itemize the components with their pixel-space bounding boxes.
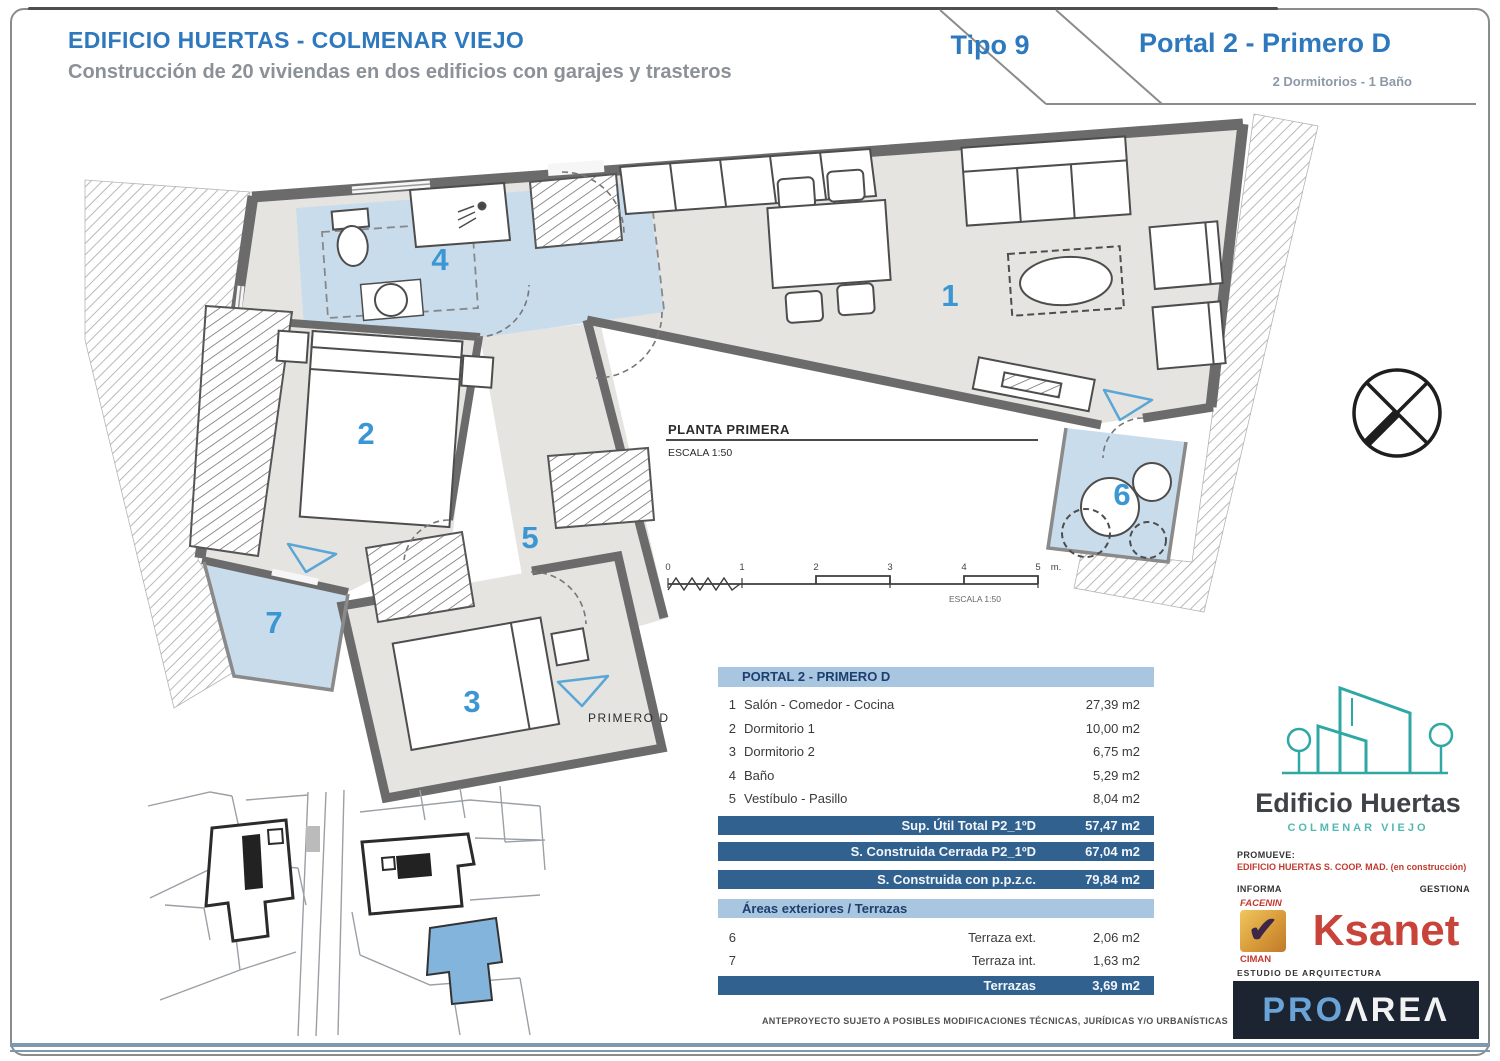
exterior-rows — [718, 918, 1154, 973]
row-value: 27,39 m2 — [1085, 697, 1140, 712]
informa-logo-sub: CIMAN — [1240, 954, 1272, 965]
exterior-title-bar: Áreas exteriores / Terrazas — [718, 899, 1154, 918]
total-value: 67,04 m2 — [1085, 843, 1140, 859]
row-label: Baño — [744, 767, 775, 783]
svg-text:2: 2 — [813, 562, 819, 573]
estudio-label: ESTUDIO DE ARQUITECTURA — [1237, 968, 1382, 978]
page-title: EDIFICIO HUERTAS - COLMENAR VIEJO — [68, 27, 525, 53]
room-number-6: 6 — [1113, 477, 1131, 512]
total-value: 57,47 m2 — [1085, 817, 1140, 833]
total-label: S. Construida con p.p.z.c. — [877, 871, 1036, 887]
table-row — [718, 693, 1154, 717]
page-subtitle: Construcción de 20 viviendas en dos edificios con garajes y trasteros — [68, 61, 732, 83]
row-num: 4 — [728, 767, 736, 783]
row-value: 10,00 m2 — [1085, 720, 1140, 736]
proarea-area: ΛREΛ — [1345, 991, 1450, 1029]
row-num: 7 — [728, 953, 736, 968]
svg-text:m.: m. — [1050, 562, 1062, 573]
brand-name: Edificio Huertas — [1255, 788, 1461, 818]
room-number-4: 4 — [431, 242, 449, 277]
north-symbol — [1354, 370, 1440, 456]
unit-subtitle: 2 Dormitorios - 1 Baño — [1272, 74, 1412, 89]
row-value: 8,04 m2 — [1093, 791, 1140, 806]
site-plan — [148, 786, 545, 1036]
svg-text:0: 0 — [665, 562, 671, 573]
table-row — [718, 740, 1154, 764]
total-util-bar — [718, 816, 1154, 835]
row-num: 2 — [728, 720, 736, 736]
footer-rule-thin — [10, 1050, 1490, 1052]
edificio-huertas-logo-icon — [1282, 688, 1452, 773]
site-plan-highlight — [427, 918, 502, 1004]
room-number-3: 3 — [463, 684, 481, 719]
checkmark-icon: ✔ — [1247, 909, 1279, 950]
row-label: Terraza int. — [971, 953, 1036, 968]
row-label: Dormitorio 2 — [744, 744, 815, 759]
table-row — [718, 949, 1154, 973]
row-num: 1 — [728, 697, 736, 712]
gestiona-logo: Ksanet — [1312, 906, 1460, 955]
row-label: Vestíbulo - Pasillo — [744, 791, 848, 806]
row-label: Dormitorio 1 — [744, 720, 815, 736]
row-num: 3 — [728, 744, 736, 759]
svg-text:1: 1 — [739, 562, 745, 573]
area-table-rows — [718, 687, 1154, 811]
promueve-label: PROMUEVE: — [1237, 850, 1296, 860]
disclaimer: ANTEPROYECTO SUJETO A POSIBLES MODIFICACIONES TÉCNICAS, JURÍDICAS Y/O URBANÍSTICAS — [762, 1016, 1228, 1026]
informa-logo — [1240, 910, 1286, 952]
proarea-pro: PRO — [1262, 991, 1346, 1029]
table-row — [718, 787, 1154, 811]
proarea-logo — [1233, 981, 1479, 1039]
scale-bar — [665, 562, 1061, 604]
area-table-title: PORTAL 2 - PRIMERO D — [718, 667, 1154, 687]
svg-text:3: 3 — [887, 562, 893, 573]
table-row — [718, 926, 1154, 950]
unit-label: Portal 2 - Primero D — [1138, 28, 1392, 58]
total-label: S. Construida Cerrada P2_1ºD — [850, 843, 1036, 859]
row-value: 6,75 m2 — [1093, 744, 1140, 759]
row-value: 5,29 m2 — [1093, 767, 1140, 783]
total-construida-bar — [718, 842, 1154, 861]
total-value: 3,69 m2 — [1092, 977, 1140, 993]
promoter-name: EDIFICIO HUERTAS S. COOP. MAD. (en construcción) — [1237, 862, 1467, 872]
terrazas-total-bar — [718, 976, 1154, 995]
row-label: Terraza ext. — [968, 929, 1036, 945]
room-number-5: 5 — [521, 520, 539, 555]
brand-location: COLMENAR VIEJO — [1287, 822, 1429, 834]
room-number-2: 2 — [357, 416, 375, 451]
svg-text:ESCALA 1:50: ESCALA 1:50 — [949, 594, 1001, 604]
row-value: 2,06 m2 — [1093, 929, 1140, 945]
total-value: 79,84 m2 — [1085, 871, 1140, 887]
row-num: 6 — [728, 929, 736, 945]
total-ppzc-bar — [718, 870, 1154, 889]
tipo-label: Tipo 9 — [950, 30, 1030, 60]
gestiona-label: GESTIONA — [1419, 884, 1470, 894]
row-label: Salón - Comedor - Cocina — [744, 697, 895, 712]
entry-label: PRIMERO D — [588, 711, 670, 725]
room-number-7: 7 — [265, 605, 283, 640]
svg-text:5: 5 — [1035, 562, 1041, 573]
footer-rule-thick — [10, 1043, 1490, 1047]
informa-label: INFORMA — [1237, 884, 1282, 894]
total-label: Terrazas — [983, 977, 1036, 993]
row-num: 5 — [728, 791, 736, 806]
informa-logo-name: FACENIN — [1240, 898, 1282, 909]
total-label: Sup. Útil Total P2_1ºD — [901, 817, 1036, 833]
area-table — [718, 667, 1154, 995]
room-number-1: 1 — [941, 278, 959, 313]
table-row — [718, 764, 1154, 788]
svg-text:4: 4 — [961, 562, 967, 573]
table-row — [718, 717, 1154, 741]
svg-text:ESCALA 1:50: ESCALA 1:50 — [668, 447, 733, 459]
svg-text:PLANTA PRIMERA: PLANTA PRIMERA — [668, 422, 790, 437]
row-value: 1,63 m2 — [1093, 953, 1140, 968]
sofa — [961, 136, 1130, 225]
